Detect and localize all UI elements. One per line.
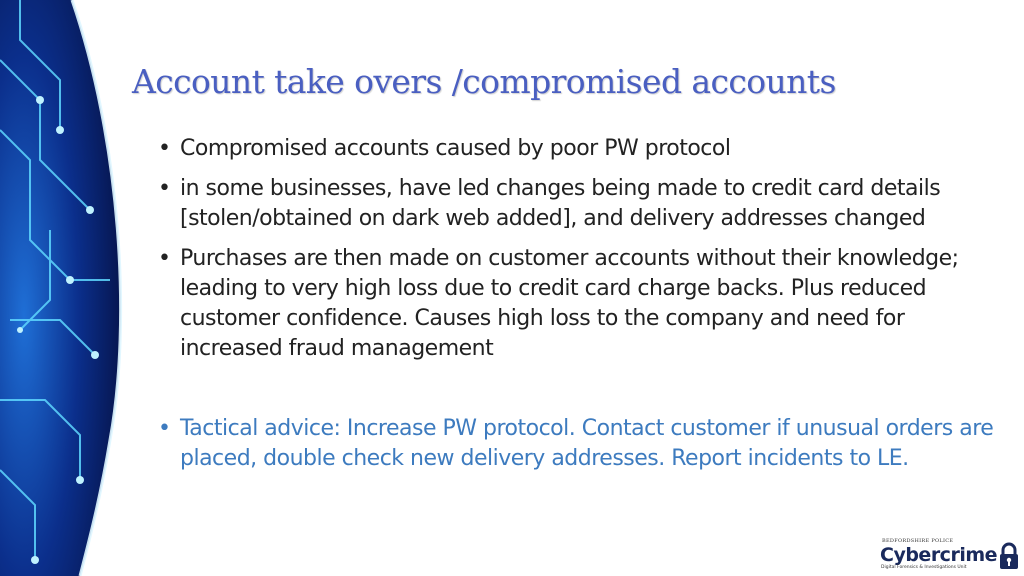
bullet-dot: •	[158, 176, 171, 201]
logo-top-text: BEDFORDSHIRE POLICE	[882, 538, 954, 544]
padlock-icon	[998, 542, 1020, 570]
logo-sub-text: Digital Forensics & Investigations Unit	[881, 565, 967, 570]
bullet-text: Purchases are then made on customer accounts without their knowledge; leading to very high loss due to credit card charge backs. Plus reduced customer confidence. Causes high loss to the company and need for increased fraud management	[180, 246, 959, 361]
circuit-background-art	[0, 0, 140, 576]
tactical-advice-text: Tactical advice: Increase PW protocol. Contact customer if unusual orders are placed, double check new delivery addresses. Report incidents to LE.	[180, 416, 994, 471]
tactical-advice-bullet	[158, 414, 998, 474]
bullet-text: in some businesses, have led changes being made to credit card details [stolen/obtained on dark web added], and delivery addresses changed	[180, 176, 941, 231]
bullet-item	[158, 134, 998, 164]
bullet-list	[158, 134, 998, 484]
bullet-dot: •	[158, 246, 171, 271]
bullet-dot: •	[158, 136, 171, 161]
slide-title: Account take overs /compromised accounts	[132, 62, 836, 101]
cybercrime-logo	[880, 538, 1020, 572]
bullet-text: Compromised accounts caused by poor PW protocol	[180, 136, 731, 161]
bullet-dot: •	[158, 416, 171, 441]
bullet-item	[158, 244, 998, 364]
logo-main-text: Cybercrime	[880, 544, 998, 566]
bullet-item	[158, 174, 998, 234]
